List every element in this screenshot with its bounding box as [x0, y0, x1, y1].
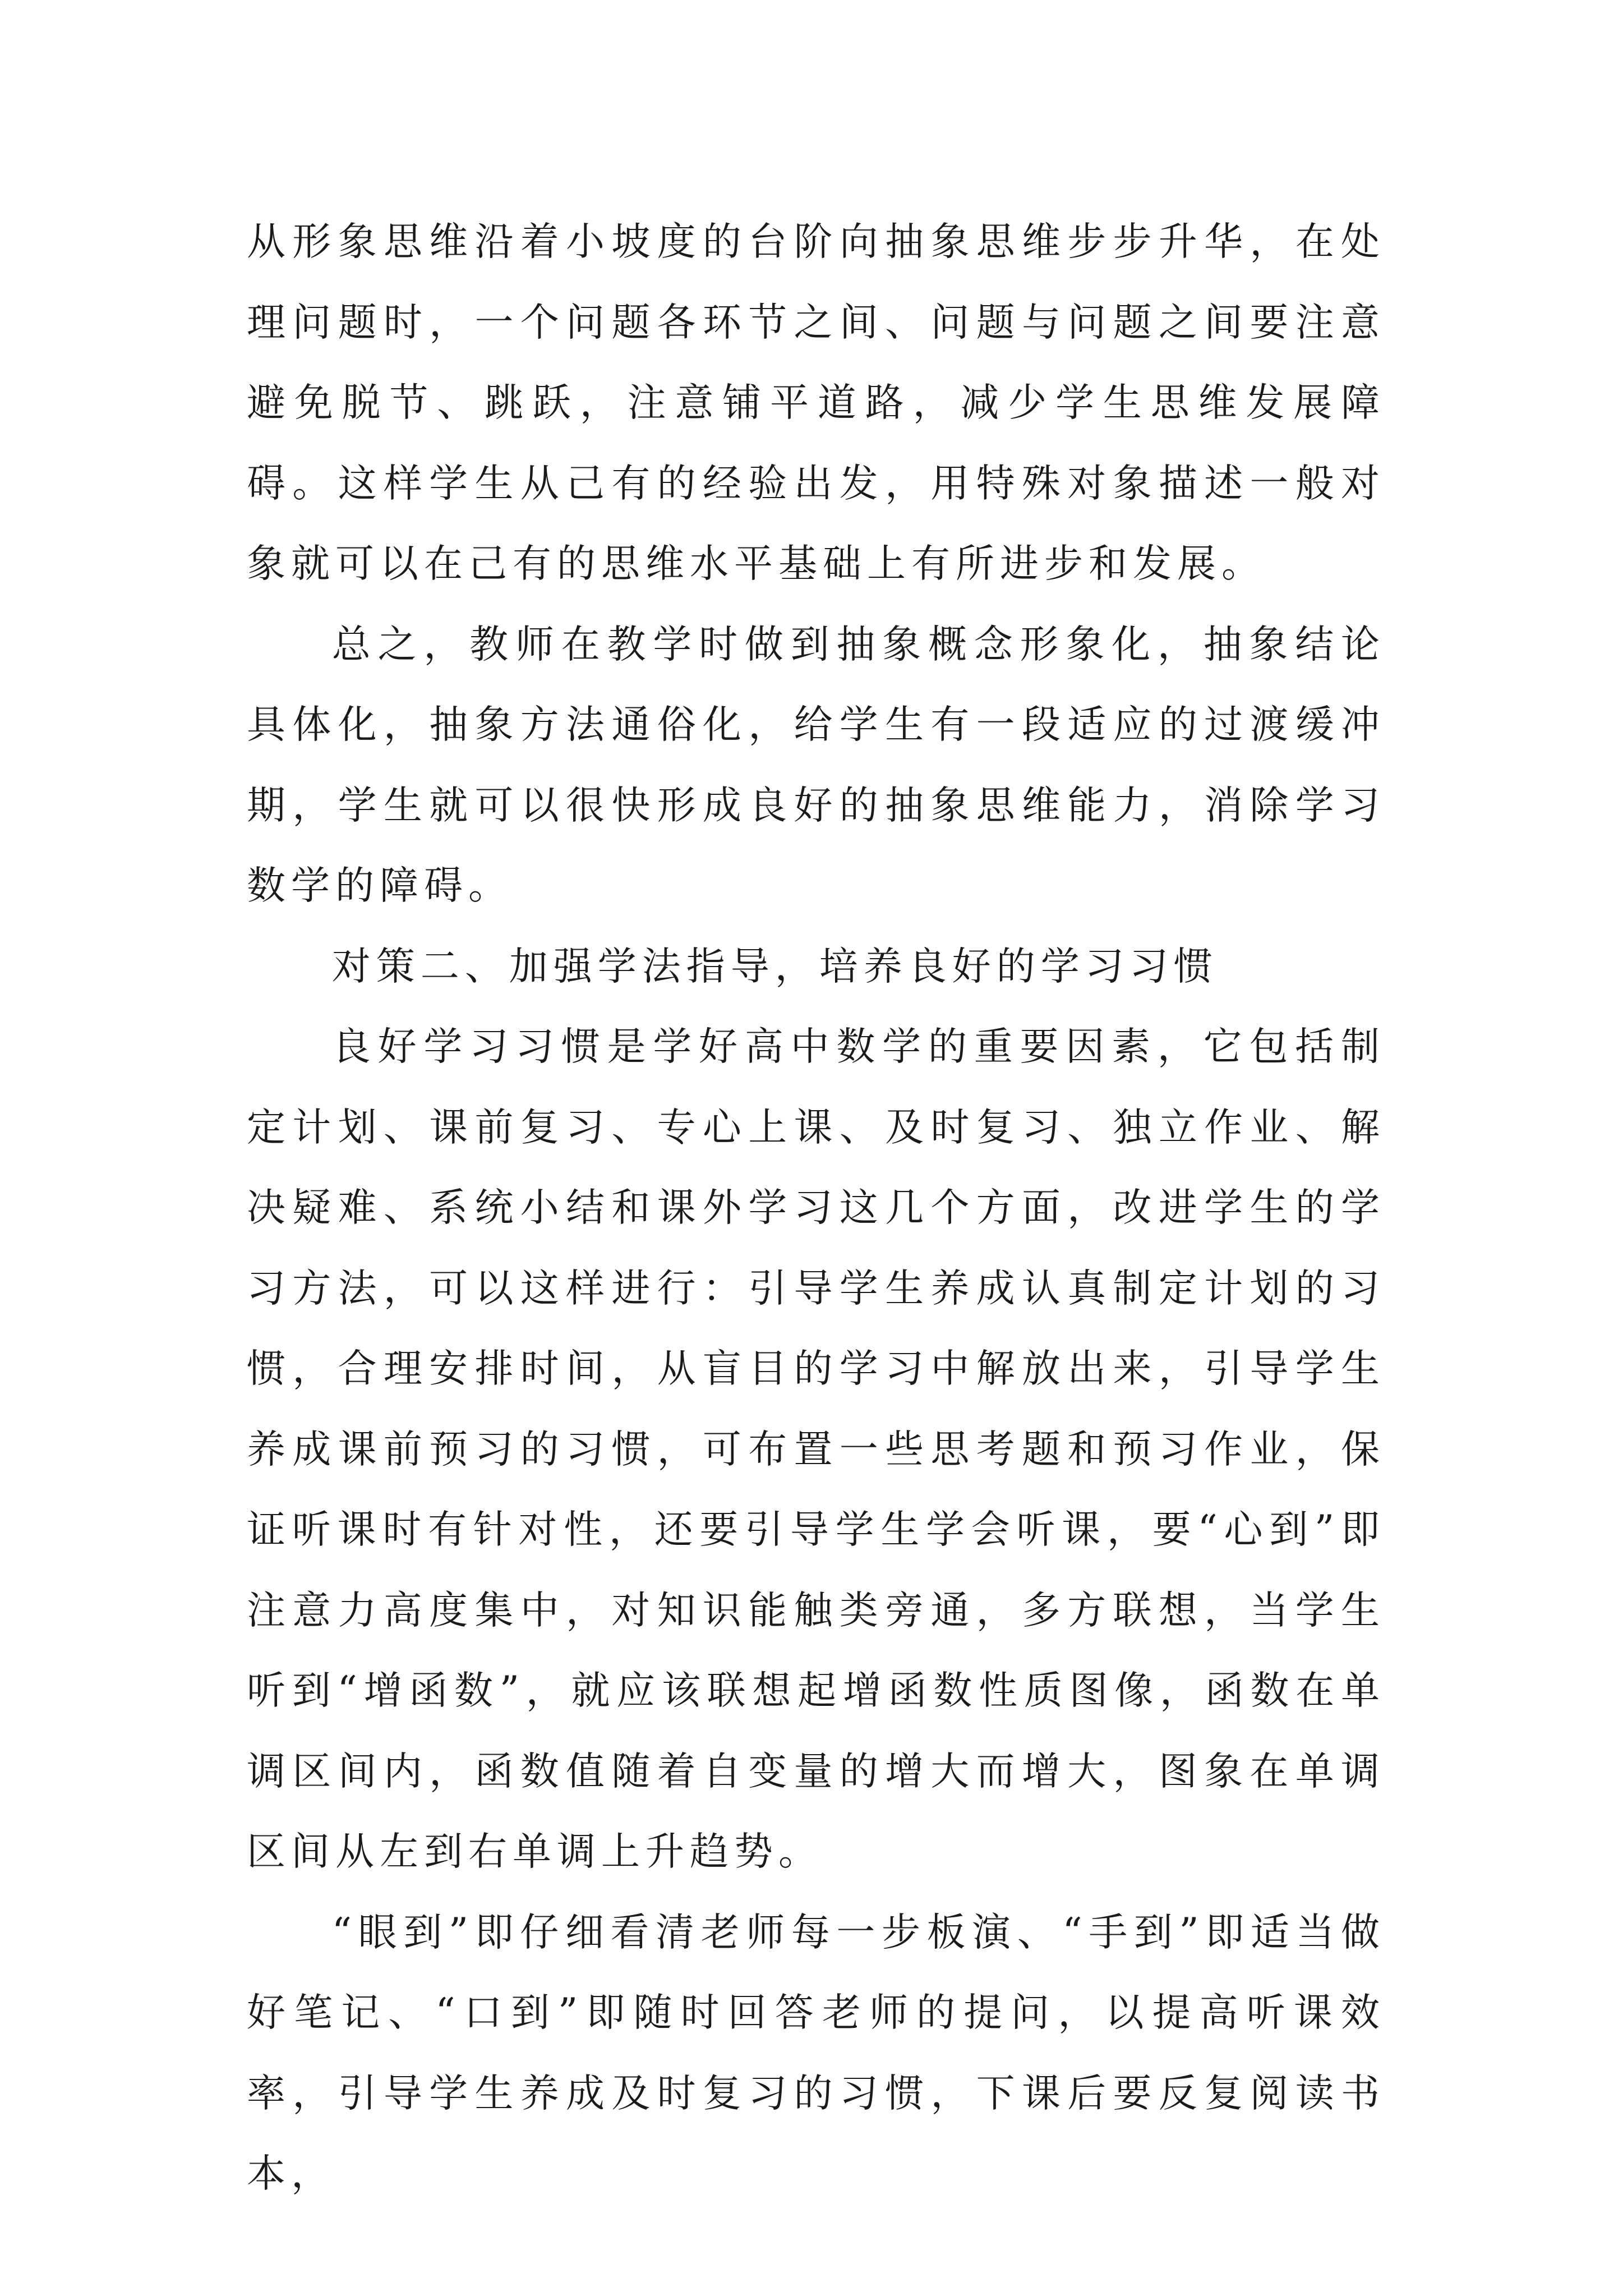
- section-heading-strategy-2: 对策二、加强学法指导，培养良好的学习习惯: [331, 944, 1218, 989]
- paragraph-1: 从形象思维沿着小坡度的台阶向抽象思维步步升华，在处理问题时，一个问题各环节之间、问题与问题之间要注意避免脱节、跳跃，注意铺平道路，减少学生思维发展障碍。这样学生从己有的经验出发，用特殊对象描述一般对象就可以在己有的思维水平基础上有所进步和发展。: [247, 219, 1385, 586]
- paragraph-2: 总之，教师在教学时做到抽象概念形象化，抽象结论具体化，抽象方法通俗化，给学生有一段适应的过渡缓冲期，学生就可以很快形成良好的抽象思维能力，消除学习数学的障碍。: [247, 622, 1385, 908]
- body-text: [247, 202, 1385, 2215]
- paragraph-3: 良好学习习惯是学好高中数学的重要因素，它包括制定计划、课前复习、专心上课、及时复习、独立作业、解决疑难、系统小结和课外学习这几个方面，改进学生的学习方法，可以这样进行：引导学生养成认真制定计划的习惯，合理安排时间，从盲目的学习中解放出来，引导学生养成课前预习的习惯，可布置一些思考题和预习作业，保证听课时有针对性，还要引导学生学会听课，要“心到”即注意力高度集中，对知识能触类旁通，多方联想，当学生听到“增函数”，就应该联想起增函数性质图像，函数在单调区间内，函数值随着自变量的增大而增大，图象在单调区间从左到右单调上升趋势。: [247, 1024, 1385, 1874]
- paragraph-4: “眼到”即仔细看清老师每一步板演、“手到”即适当做好笔记、“口到”即随时回答老师的提问，以提高听课效率，引导学生养成及时复习的习惯，下课后要反复阅读书本，: [247, 1910, 1385, 2196]
